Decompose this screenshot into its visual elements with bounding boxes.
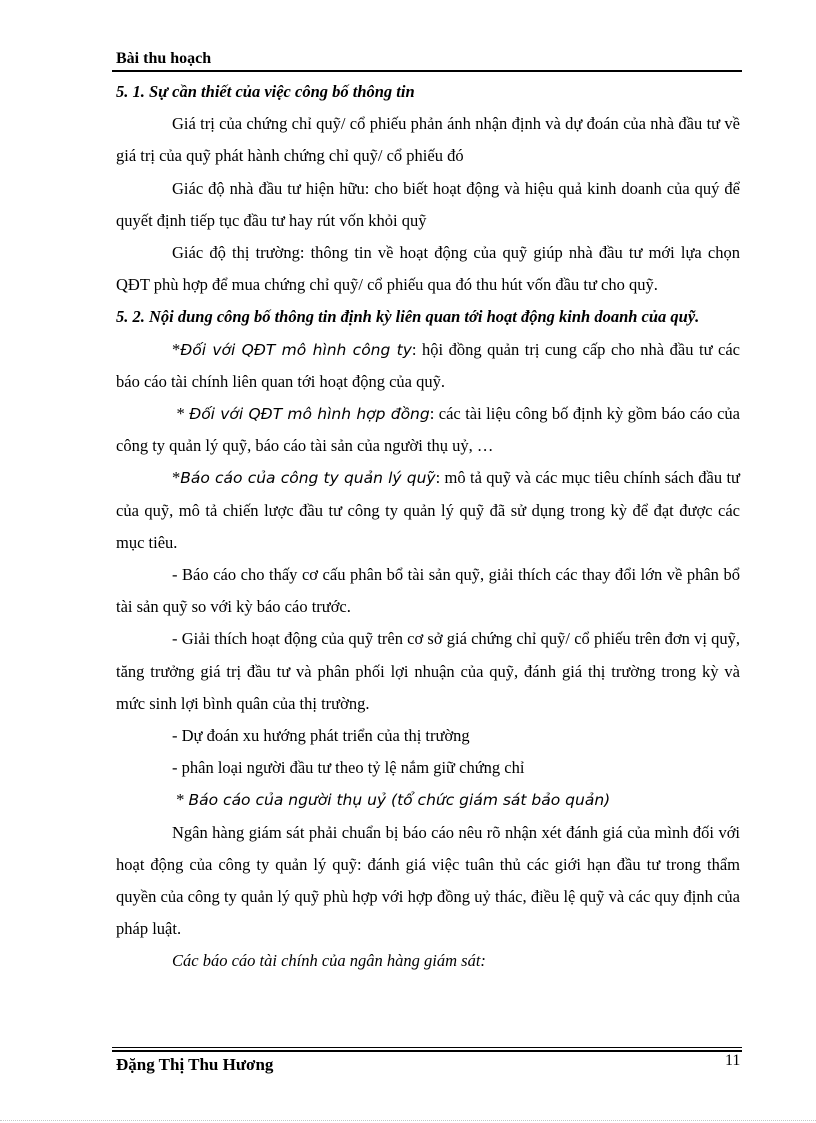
paragraph-italic: Các báo cáo tài chính của ngân hàng giám sát: — [172, 951, 486, 971]
header-divider — [112, 70, 742, 72]
footer-author: Đặng Thị Thu Hương — [116, 1055, 274, 1074]
italic-term: Đối với QĐT mô hình hợp đồng — [189, 405, 430, 424]
paragraph-contract-model — [116, 398, 740, 462]
italic-term: Đối với QĐT mô hình công ty — [180, 340, 412, 359]
list-item: - Giải thích hoạt động của quỹ trên cơ sở giá chứng chỉ quỹ/ cổ phiếu trên đơn vị quỹ, tăng trưởng giá trị đầu tư và phân phối lợi nhuận của quỹ, đánh giá thị trường trong kỳ và mức sinh lợi bình quân của thị trường. — [116, 629, 740, 713]
paragraph: Giác độ thị trường: thông tin về hoạt động của quỹ giúp nhà đầu tư mới lựa chọn QĐT phù hợp để mua chứng chỉ quỹ/ cổ phiếu qua đó thu hút vốn đầu tư cho quỹ. — [116, 243, 740, 295]
bullet-star: * — [172, 339, 181, 359]
bullet-star: * — [172, 468, 181, 488]
footer-divider-thick — [112, 1050, 742, 1052]
paragraph-company-model — [116, 334, 740, 398]
paragraph-text: : các tài liệu công bố định kỳ gồm báo cáo của công ty quản lý quỹ, báo cáo tài sản của người thụ uỷ, … — [116, 404, 741, 456]
footer-divider — [112, 1047, 742, 1048]
paragraph-trustee-report — [116, 784, 740, 816]
paragraph-fund-manager-report — [116, 462, 740, 559]
page-number: 11 — [725, 1052, 741, 1069]
paragraph: Giá trị của chứng chỉ quỹ/ cổ phiếu phản ánh nhận định và dự đoán của nhà đầu tư về giá trị của quỹ phát hành chứng chỉ quỹ/ cổ phiếu đó — [116, 114, 740, 166]
section-heading-5-2: 5. 2. Nội dung công bố thông tin định kỳ liên quan tới hoạt động kinh doanh của quỹ. — [116, 307, 700, 327]
bullet-star: * — [172, 404, 190, 424]
italic-term: Báo cáo của công ty quản lý quỹ — [180, 469, 436, 488]
bullet-star: * — [172, 790, 189, 810]
paragraph: Ngân hàng giám sát phải chuẩn bị báo cáo nêu rõ nhận xét đánh giá của mình đối với hoạt động của công ty quản lý quỹ: đánh giá việc tuân thủ các giới hạn đầu tư trong thẩm quyền của công ty quản lý quỹ phù hợp với hợp đồng uỷ thác, điều lệ quỹ và các quy định của pháp luật. — [116, 822, 740, 939]
italic-term: Báo cáo của người thụ uỷ (tổ chức giám sát bảo quản) — [188, 791, 611, 810]
list-item: - phân loại người đầu tư theo tỷ lệ nắm giữ chứng chỉ — [172, 758, 525, 778]
paragraph: Giác độ nhà đầu tư hiện hữu: cho biết hoạt động và hiệu quả kinh doanh của quý để quyết định tiếp tục đầu tư hay rút vốn khỏi quỹ — [116, 178, 740, 230]
document-body — [116, 76, 740, 978]
list-item: - Dự đoán xu hướng phát triển của thị trường — [172, 726, 470, 746]
running-header-title: Bài thu hoạch — [116, 50, 212, 67]
section-heading-5-1: 5. 1. Sự cần thiết của việc công bố thông tin — [116, 82, 415, 101]
list-item: - Báo cáo cho thấy cơ cấu phân bổ tài sản quỹ, giải thích các thay đổi lớn về phân bổ tài sản quỹ so với kỳ báo cáo trước. — [116, 565, 740, 617]
page-boundary — [0, 1120, 816, 1121]
paragraph-text: : hội đồng quản trị cung cấp cho nhà đầu tư các báo cáo tài chính liên quan tới hoạt động của quỹ. — [116, 339, 740, 391]
paragraph-text: : mô tả quỹ và các mục tiêu chính sách đầu tư của quỹ, mô tả chiến lược đầu tư công ty quản lý quỹ đã sử dụng trong kỳ để đạt được các mục tiêu. — [116, 468, 740, 552]
